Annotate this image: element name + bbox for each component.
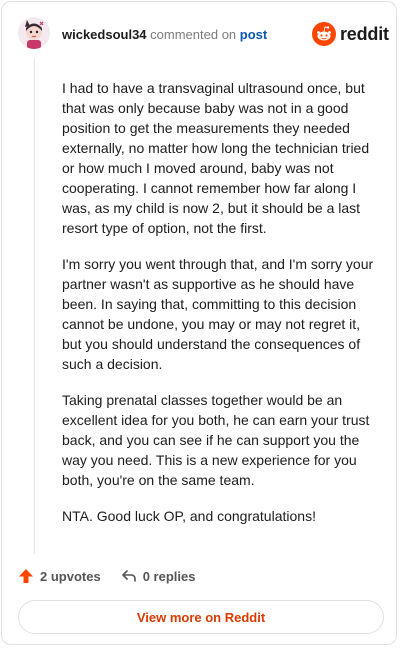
thread-line bbox=[34, 58, 35, 554]
post-link[interactable]: post bbox=[239, 27, 268, 42]
reddit-snoo-icon bbox=[312, 22, 336, 46]
comment-paragraph: NTA. Good luck OP, and congratulations! bbox=[62, 508, 316, 524]
username-link[interactable]: wickedsoul34 bbox=[62, 27, 147, 42]
avatar-icon bbox=[18, 17, 50, 49]
reddit-wordmark: reddit bbox=[340, 23, 389, 44]
comment-card bbox=[1, 1, 397, 645]
comment-actions bbox=[18, 568, 215, 584]
upvote-button[interactable] bbox=[18, 568, 101, 584]
upvote-arrow-icon bbox=[18, 568, 34, 584]
view-more-button[interactable]: View more on Reddit bbox=[18, 600, 384, 634]
comment-paragraph: Taking prenatal classes together would be an excellent idea for you both, he can earn your trust back, and you can see if he can support you the way you need. This is a new experience for you both, you're on the same team. bbox=[62, 392, 370, 488]
avatar[interactable] bbox=[18, 17, 50, 49]
comment-paragraph: I'm sorry you went through that, and I'm sorry your partner wasn't as supportive as he should have been. In saying that, committing to this decision cannot be undone, you may or may not regret it, but you should understand the consequences of such a decision. bbox=[62, 256, 374, 372]
comment-body bbox=[62, 78, 380, 542]
action-text: commented on bbox=[150, 27, 237, 42]
comment-header bbox=[62, 28, 267, 42]
reddit-logo[interactable] bbox=[312, 22, 389, 46]
comment-paragraph: I had to have a transvaginal ultrasound once, but that was only because baby was not in a good position to get the measurements they needed externally, no matter how long the technician tried or how much I moved around, baby was not cooperating. I cannot remember how far along I was, as my child is now 2, but it should be a last resort type of option, not the first. bbox=[62, 80, 370, 236]
reply-count: 0 replies bbox=[142, 568, 196, 584]
upvote-count: 2 upvotes bbox=[40, 568, 101, 584]
reply-button[interactable] bbox=[121, 568, 196, 584]
reply-icon bbox=[121, 568, 137, 584]
